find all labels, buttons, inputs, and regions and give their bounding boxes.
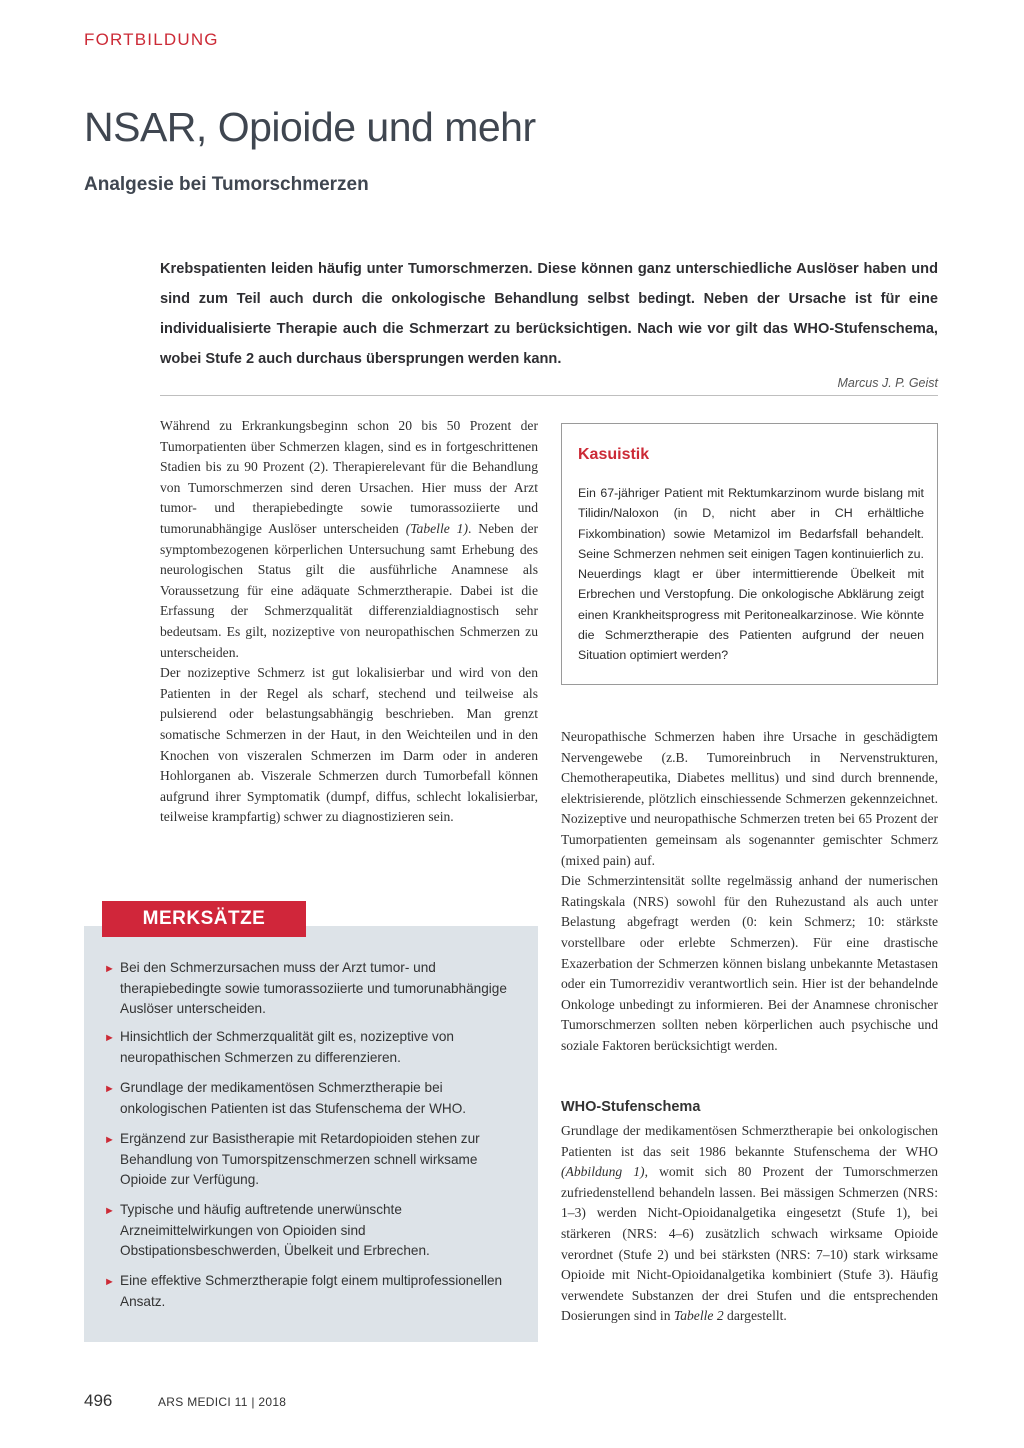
body-column-right-who	[561, 1121, 938, 1327]
triangle-bullet-icon: ►	[104, 1205, 115, 1217]
body-paragraph	[561, 1121, 938, 1327]
body-column-right	[561, 727, 938, 1057]
case-study-box	[561, 423, 938, 685]
body-paragraph	[160, 416, 538, 663]
key-point-item	[104, 1078, 528, 1119]
body-text: , womit sich 80 Prozent der Tumorschmerzen zufriedenstellend behandeln lassen. Bei mässigen Schmerzen (NRS: 1–3) werden Nicht-Opioidanalgetika eingesetzt (Stufe 1), bei stärkeren (NRS: 4–6) zusätzlich schwach wirksame Opioide verordnet (Stufe 2) und bei stärksten (NRS: 7–10) stark wirksame Opioide mit Nicht-Opioidanalgetika kombiniert (Stufe 3). Häufig verwendete Substanzen der drei Stufen und die entsprechenden Dosierungen sind in	[561, 1164, 938, 1324]
key-points-title: MERKSÄTZE	[102, 901, 306, 937]
body-paragraph: Der nozizeptive Schmerz ist gut lokalisierbar und wird von den Patienten in der Regel als scharf, stechend und teilweise als pulsierend oder belastungsabhängig beschrieben. Man grenzt somatische Schmerzen in der Haut, in den Weichteilen und in den Knochen von viszeralen Schmerzen im Darm oder in anderen Hohlorganen ab. Viszerale Schmerzen durch Tumorbefall können aufgrund ihrer Symptomatik (dumpf, diffus, schlecht lokalisierbar, teilweise krampfartig) schwer zu diagnostizieren sein.	[160, 665, 538, 825]
author-divider	[160, 395, 938, 396]
case-study-text: Ein 67-jähriger Patient mit Rektumkarzinom wurde bislang mit Tilidin/Naloxon (in D, nicht aber in CH erhältliche Fixkombination) sowie Metamizol im Bedarfsfall behandelt. Seine Schmerzen nehmen seit einigen Tagen kontinuierlich zu. Neuerdings klagt er über intermittierende Übelkeit mit Erbrechen und Verstopfung. Die onkologische Abklärung zeigt einen Krankheitsprogress mit Peritonealkarzinose. Wie könnte die Schmerztherapie des Patienten aufgrund der neuen Situation optimiert werden?	[578, 486, 924, 663]
key-point-text: Hinsichtlich der Schmerzqualität gilt es, nozizeptive von neuropathischen Schmerzen zu differenzieren.	[120, 1029, 454, 1065]
table-reference: (Tabelle 1)	[405, 520, 468, 536]
key-point-item	[104, 1271, 528, 1312]
figure-reference: (Abbildung 1)	[561, 1164, 645, 1180]
key-point-item	[104, 1129, 528, 1191]
triangle-bullet-icon: ►	[104, 1134, 115, 1146]
key-point-item	[104, 958, 528, 1020]
lead-paragraph: Krebspatienten leiden häufig unter Tumorschmerzen. Diese können ganz unterschiedliche Auslöser haben und sind zum Teil auch durch die onkologische Behandlung selbst bedingt. Neben der Ursache ist für eine individualisierte Therapie auch die Schmerzart zu berücksichtigen. Nach wie vor gilt das WHO-Stufenschema, wobei Stufe 2 auch durchaus übersprungen werden kann.	[160, 261, 938, 367]
key-point-text: Bei den Schmerzursachen muss der Arzt tumor- und therapiebedingte sowie tumorassoziierte und tumorunabhängige Auslöser unterscheiden.	[120, 960, 507, 1017]
journal-issue: ARS MEDICI 11 | 2018	[158, 1395, 287, 1409]
body-text: Während zu Erkrankungsbeginn schon 20 bis 50 Prozent der Tumorpatienten über Schmerzen klagen, sind es in fortgeschrittenen Stadien bis zu 90 Prozent (2). Therapierelevant für die Behandlung von Tumorschmerzen sind deren Ursachen. Hier muss der Arzt tumor- und therapiebedingte sowie tumorassoziierte und tumorunabhängige Auslöser unterscheiden	[160, 418, 538, 536]
key-point-text: Grundlage der medikamentösen Schmerztherapie bei onkologischen Patienten ist das Stufenschema der WHO.	[120, 1080, 467, 1116]
body-text: . Neben der symptombezogenen körperlichen Untersuchung samt Erhebung des neurologischen Status gilt die ausführliche Anamnese als Voraussetzung für eine adäquate Schmerztherapie. Dabei ist die Erfassung der Schmerzqualität differenzialdiagnostisch sehr bedeutsam. Es gilt, nozizeptive von neuropathischen Schmerzen zu unterscheiden.	[160, 520, 539, 660]
author-name: Marcus J. P. Geist	[837, 376, 938, 390]
body-column-left	[160, 416, 538, 828]
key-point-item	[104, 1200, 528, 1262]
triangle-bullet-icon: ►	[104, 1083, 115, 1095]
article-subtitle: Analgesie bei Tumorschmerzen	[84, 174, 369, 195]
triangle-bullet-icon: ►	[104, 1032, 115, 1044]
key-point-text: Eine effektive Schmerztherapie folgt einem multiprofessionellen Ansatz.	[120, 1273, 503, 1309]
key-point-text: Ergänzend zur Basistherapie mit Retardopioiden stehen zur Behandlung von Tumorspitzenschmerzen schnell wirksame Opioide zur Verfügung.	[120, 1131, 480, 1188]
page-number: 496	[84, 1391, 113, 1410]
section-heading-who: WHO-Stufenschema	[561, 1099, 701, 1115]
triangle-bullet-icon: ►	[104, 1276, 115, 1288]
key-point-item	[104, 1027, 528, 1068]
table-reference: Tabelle 2	[673, 1308, 724, 1324]
body-paragraph: Neuropathische Schmerzen haben ihre Ursache in geschädigtem Nervengewebe (z.B. Tumoreinbruch in Nervenstrukturen, Chemotherapeutika, Diabetes mellitus) und sind durch brennende, elektrisierende, plötzlich einschiessende Schmerzen gekennzeichnet. Nozizeptive und neuropathische Schmerzen treten bei 65 Prozent der Tumorpatienten gemeinsam als sogenannter gemischter Schmerz (mixed pain) auf.	[561, 729, 938, 868]
body-text: dargestellt.	[723, 1308, 787, 1324]
key-point-text: Typische und häufig auftretende unerwünschte Arzneimittelwirkungen von Opioiden sind Obstipationsbeschwerden, Übelkeit und Erbrechen.	[120, 1202, 430, 1259]
body-paragraph: Die Schmerzintensität sollte regelmässig anhand der numerischen Ratingskala (NRS) sowohl für den Ruhezustand als auch unter Belastung abgefragt werden (0: kein Schmerz; 10: stärkste vorstellbare oder erlebte Schmerzen). Für eine drastische Exazerbation der Schmerzen können bislang unbekannte Metastasen oder ein Tumorrezidiv verantwortlich sein. Hier ist der behandelnde Onkologe unbedingt zu informieren. Bei der Anamnese chronischer Tumorschmerzen sollten neben körperlichen auch psychische und soziale Faktoren berücksichtigt werden.	[561, 873, 938, 1053]
body-text: Grundlage der medikamentösen Schmerztherapie bei onkologischen Patienten ist das seit 1986 bekannte Stufenschema der WHO	[561, 1123, 938, 1159]
section-label: FORTBILDUNG	[84, 30, 219, 49]
case-study-title: Kasuistik	[578, 446, 650, 463]
article-title: NSAR, Opioide und mehr	[84, 104, 536, 150]
triangle-bullet-icon: ►	[104, 963, 115, 975]
